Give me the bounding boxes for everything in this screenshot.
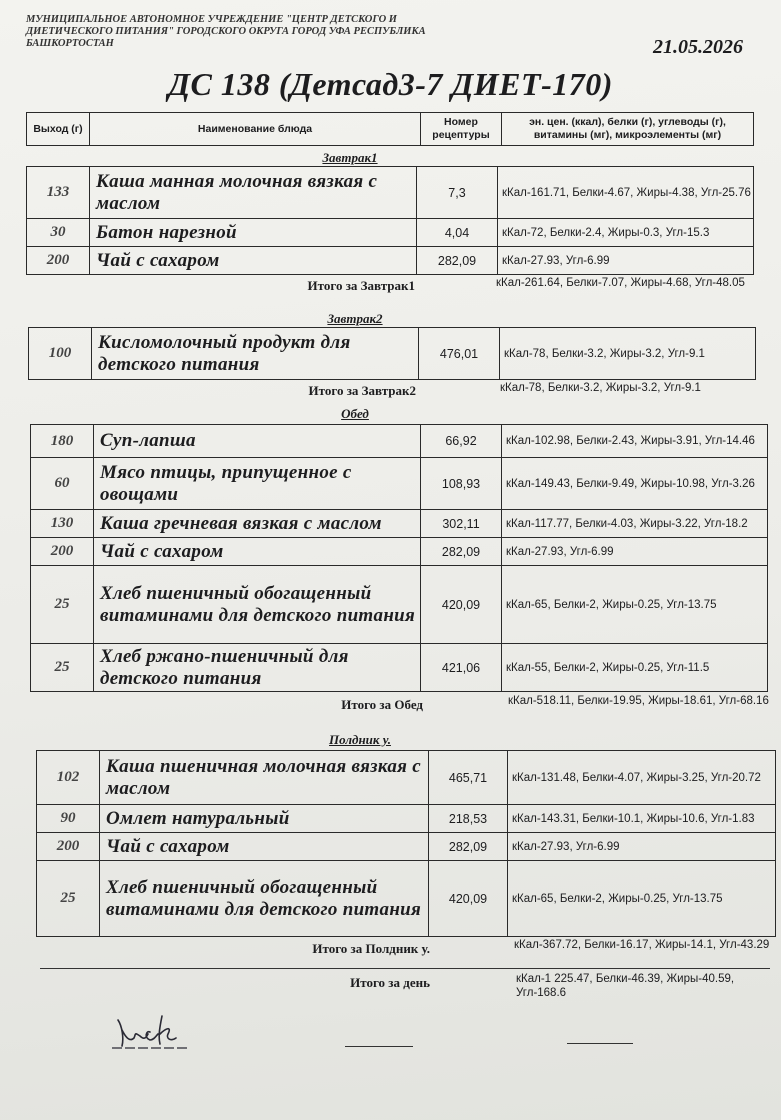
dish-name-cell: Чай с сахаром [90, 247, 417, 275]
output-cell: 200 [31, 538, 94, 566]
nutrition-cell: кКал-65, Белки-2, Жиры-0.25, Угл-13.75 [508, 861, 776, 937]
dish-name-cell: Каша манная молочная вязкая с маслом [90, 167, 417, 219]
dish-name-cell: Хлеб пшеничный обогащенный витаминами для детского питания [100, 861, 429, 937]
table-row [27, 219, 754, 247]
section-title-breakfast1: Завтрак1 [322, 150, 378, 165]
table-row [31, 644, 768, 692]
output-cell: 30 [27, 219, 90, 247]
handwritten-signature [110, 1008, 200, 1054]
breakfast2-total-value: кКал-78, Белки-3.2, Жиры-3.2, Угл-9.1 [500, 382, 701, 394]
table-row [27, 167, 754, 219]
table-row [31, 425, 768, 458]
nutrition-cell: кКал-72, Белки-2.4, Жиры-0.3, Угл-15.3 [498, 219, 754, 247]
table-row [31, 458, 768, 510]
lunch-table [30, 424, 768, 692]
recipe-cell: 421,06 [421, 644, 502, 692]
output-cell: 25 [31, 566, 94, 644]
breakfast1-total-value: кКал-261.64, Белки-7.07, Жиры-4.68, Угл-48.05 [496, 277, 745, 289]
output-cell: 90 [37, 805, 100, 833]
nutrition-cell: кКал-102.98, Белки-2.43, Жиры-3.91, Угл-14.46 [502, 425, 768, 458]
nutrition-cell: кКал-143.31, Белки-10.1, Жиры-10.6, Угл-1.83 [508, 805, 776, 833]
dish-name-cell: Кисломолочный продукт для детского питания [92, 328, 419, 380]
dish-name-cell: Мясо птицы, припущенное с овощами [94, 458, 421, 510]
dish-name-cell: Каша пшеничная молочная вязкая с маслом [100, 751, 429, 805]
dish-name-cell: Омлет натуральный [100, 805, 429, 833]
table-row [31, 566, 768, 644]
section-title-breakfast2: Завтрак2 [327, 311, 383, 326]
column-header-table [26, 112, 754, 146]
nutrition-cell: кКал-27.93, Угл-6.99 [508, 833, 776, 861]
section-title-snack: Полдник у. [329, 732, 391, 747]
snack-total-value: кКал-367.72, Белки-16.17, Жиры-14.1, Угл-43.29 [514, 939, 770, 951]
recipe-cell: 302,11 [421, 510, 502, 538]
nutrition-cell: кКал-149.43, Белки-9.49, Жиры-10.98, Угл-3.26 [502, 458, 768, 510]
output-cell: 100 [29, 328, 92, 380]
nutrition-cell: кКал-27.93, Угл-6.99 [502, 538, 768, 566]
recipe-cell: 218,53 [429, 805, 508, 833]
col-name-header: Наименование блюда [90, 113, 421, 146]
lunch-total-value: кКал-518.11, Белки-19.95, Жиры-18.61, Угл-68.16 [508, 695, 769, 707]
table-row [37, 833, 776, 861]
dish-name-cell: Суп-лапша [94, 425, 421, 458]
menu-title: ДС 138 (Детсад3-7 ДИЕТ-170) [168, 66, 613, 102]
output-cell: 200 [37, 833, 100, 861]
nutrition-cell: кКал-27.93, Угл-6.99 [498, 247, 754, 275]
nutrition-cell: кКал-55, Белки-2, Жиры-0.25, Угл-11.5 [502, 644, 768, 692]
menu-date: 21.05.2026 [653, 36, 743, 58]
snack-total-label: Итого за Полдник у. [312, 941, 430, 956]
output-cell: 25 [31, 644, 94, 692]
table-row [31, 538, 768, 566]
table-row [27, 247, 754, 275]
nutrition-cell: кКал-117.77, Белки-4.03, Жиры-3.22, Угл-18.2 [502, 510, 768, 538]
recipe-cell: 7,3 [417, 167, 498, 219]
recipe-cell: 476,01 [419, 328, 500, 380]
recipe-cell: 282,09 [429, 833, 508, 861]
recipe-cell: 420,09 [421, 566, 502, 644]
table-row [37, 751, 776, 805]
snack-table [36, 750, 776, 937]
breakfast1-table [26, 166, 754, 275]
breakfast1-total-label: Итого за Завтрак1 [307, 278, 415, 293]
nutrition-cell: кКал-161.71, Белки-4.67, Жиры-4.38, Угл-25.76 [498, 167, 754, 219]
output-cell: 102 [37, 751, 100, 805]
recipe-cell: 420,09 [429, 861, 508, 937]
dish-name-cell: Чай с сахаром [94, 538, 421, 566]
day-total-label: Итого за день [350, 975, 430, 990]
table-row [29, 328, 756, 380]
organization-name: МУНИЦИПАЛЬНОЕ АВТОНОМНОЕ УЧРЕЖДЕНИЕ "ЦЕНТР ДЕТСКОГО И ДИЕТИЧЕСКОГО ПИТАНИЯ" ГОРОДСКОГО ОКРУГА ГОРОД УФА РЕСПУБЛИКА БАШКОРТОСТАН [26, 14, 426, 49]
nutrition-cell: кКал-78, Белки-3.2, Жиры-3.2, Угл-9.1 [500, 328, 756, 380]
col-recipe-header: Номер рецептуры [421, 113, 502, 146]
day-total-divider [40, 968, 770, 969]
breakfast2-total-label: Итого за Завтрак2 [308, 383, 416, 398]
signature-line [345, 1046, 413, 1047]
output-cell: 200 [27, 247, 90, 275]
output-cell: 133 [27, 167, 90, 219]
dish-name-cell: Хлеб ржано-пшеничный для детского питания [94, 644, 421, 692]
day-total-value: кКал-1 225.47, Белки-46.39, Жиры-40.59, Угл-168.6 [516, 973, 735, 999]
dish-name-cell: Чай с сахаром [100, 833, 429, 861]
recipe-cell: 108,93 [421, 458, 502, 510]
table-row [37, 861, 776, 937]
recipe-cell: 465,71 [429, 751, 508, 805]
output-cell: 60 [31, 458, 94, 510]
nutrition-cell: кКал-65, Белки-2, Жиры-0.25, Угл-13.75 [502, 566, 768, 644]
recipe-cell: 282,09 [421, 538, 502, 566]
recipe-cell: 66,92 [421, 425, 502, 458]
signature-line [567, 1043, 633, 1044]
dish-name-cell: Хлеб пшеничный обогащенный витаминами для детского питания [94, 566, 421, 644]
output-cell: 130 [31, 510, 94, 538]
lunch-total-label: Итого за Обед [341, 697, 423, 712]
dish-name-cell: Каша гречневая вязкая с маслом [94, 510, 421, 538]
col-output-header: Выход (г) [27, 113, 90, 146]
table-row [37, 805, 776, 833]
output-cell: 180 [31, 425, 94, 458]
table-row [31, 510, 768, 538]
col-nutrition-header: эн. цен. (ккал), белки (г), углеводы (г), витамины (мг), микроэлементы (мг) [502, 113, 754, 146]
nutrition-cell: кКал-131.48, Белки-4.07, Жиры-3.25, Угл-20.72 [508, 751, 776, 805]
output-cell: 25 [37, 861, 100, 937]
recipe-cell: 282,09 [417, 247, 498, 275]
recipe-cell: 4,04 [417, 219, 498, 247]
section-title-lunch: Обед [341, 406, 369, 421]
breakfast2-table [28, 327, 756, 380]
dish-name-cell: Батон нарезной [90, 219, 417, 247]
